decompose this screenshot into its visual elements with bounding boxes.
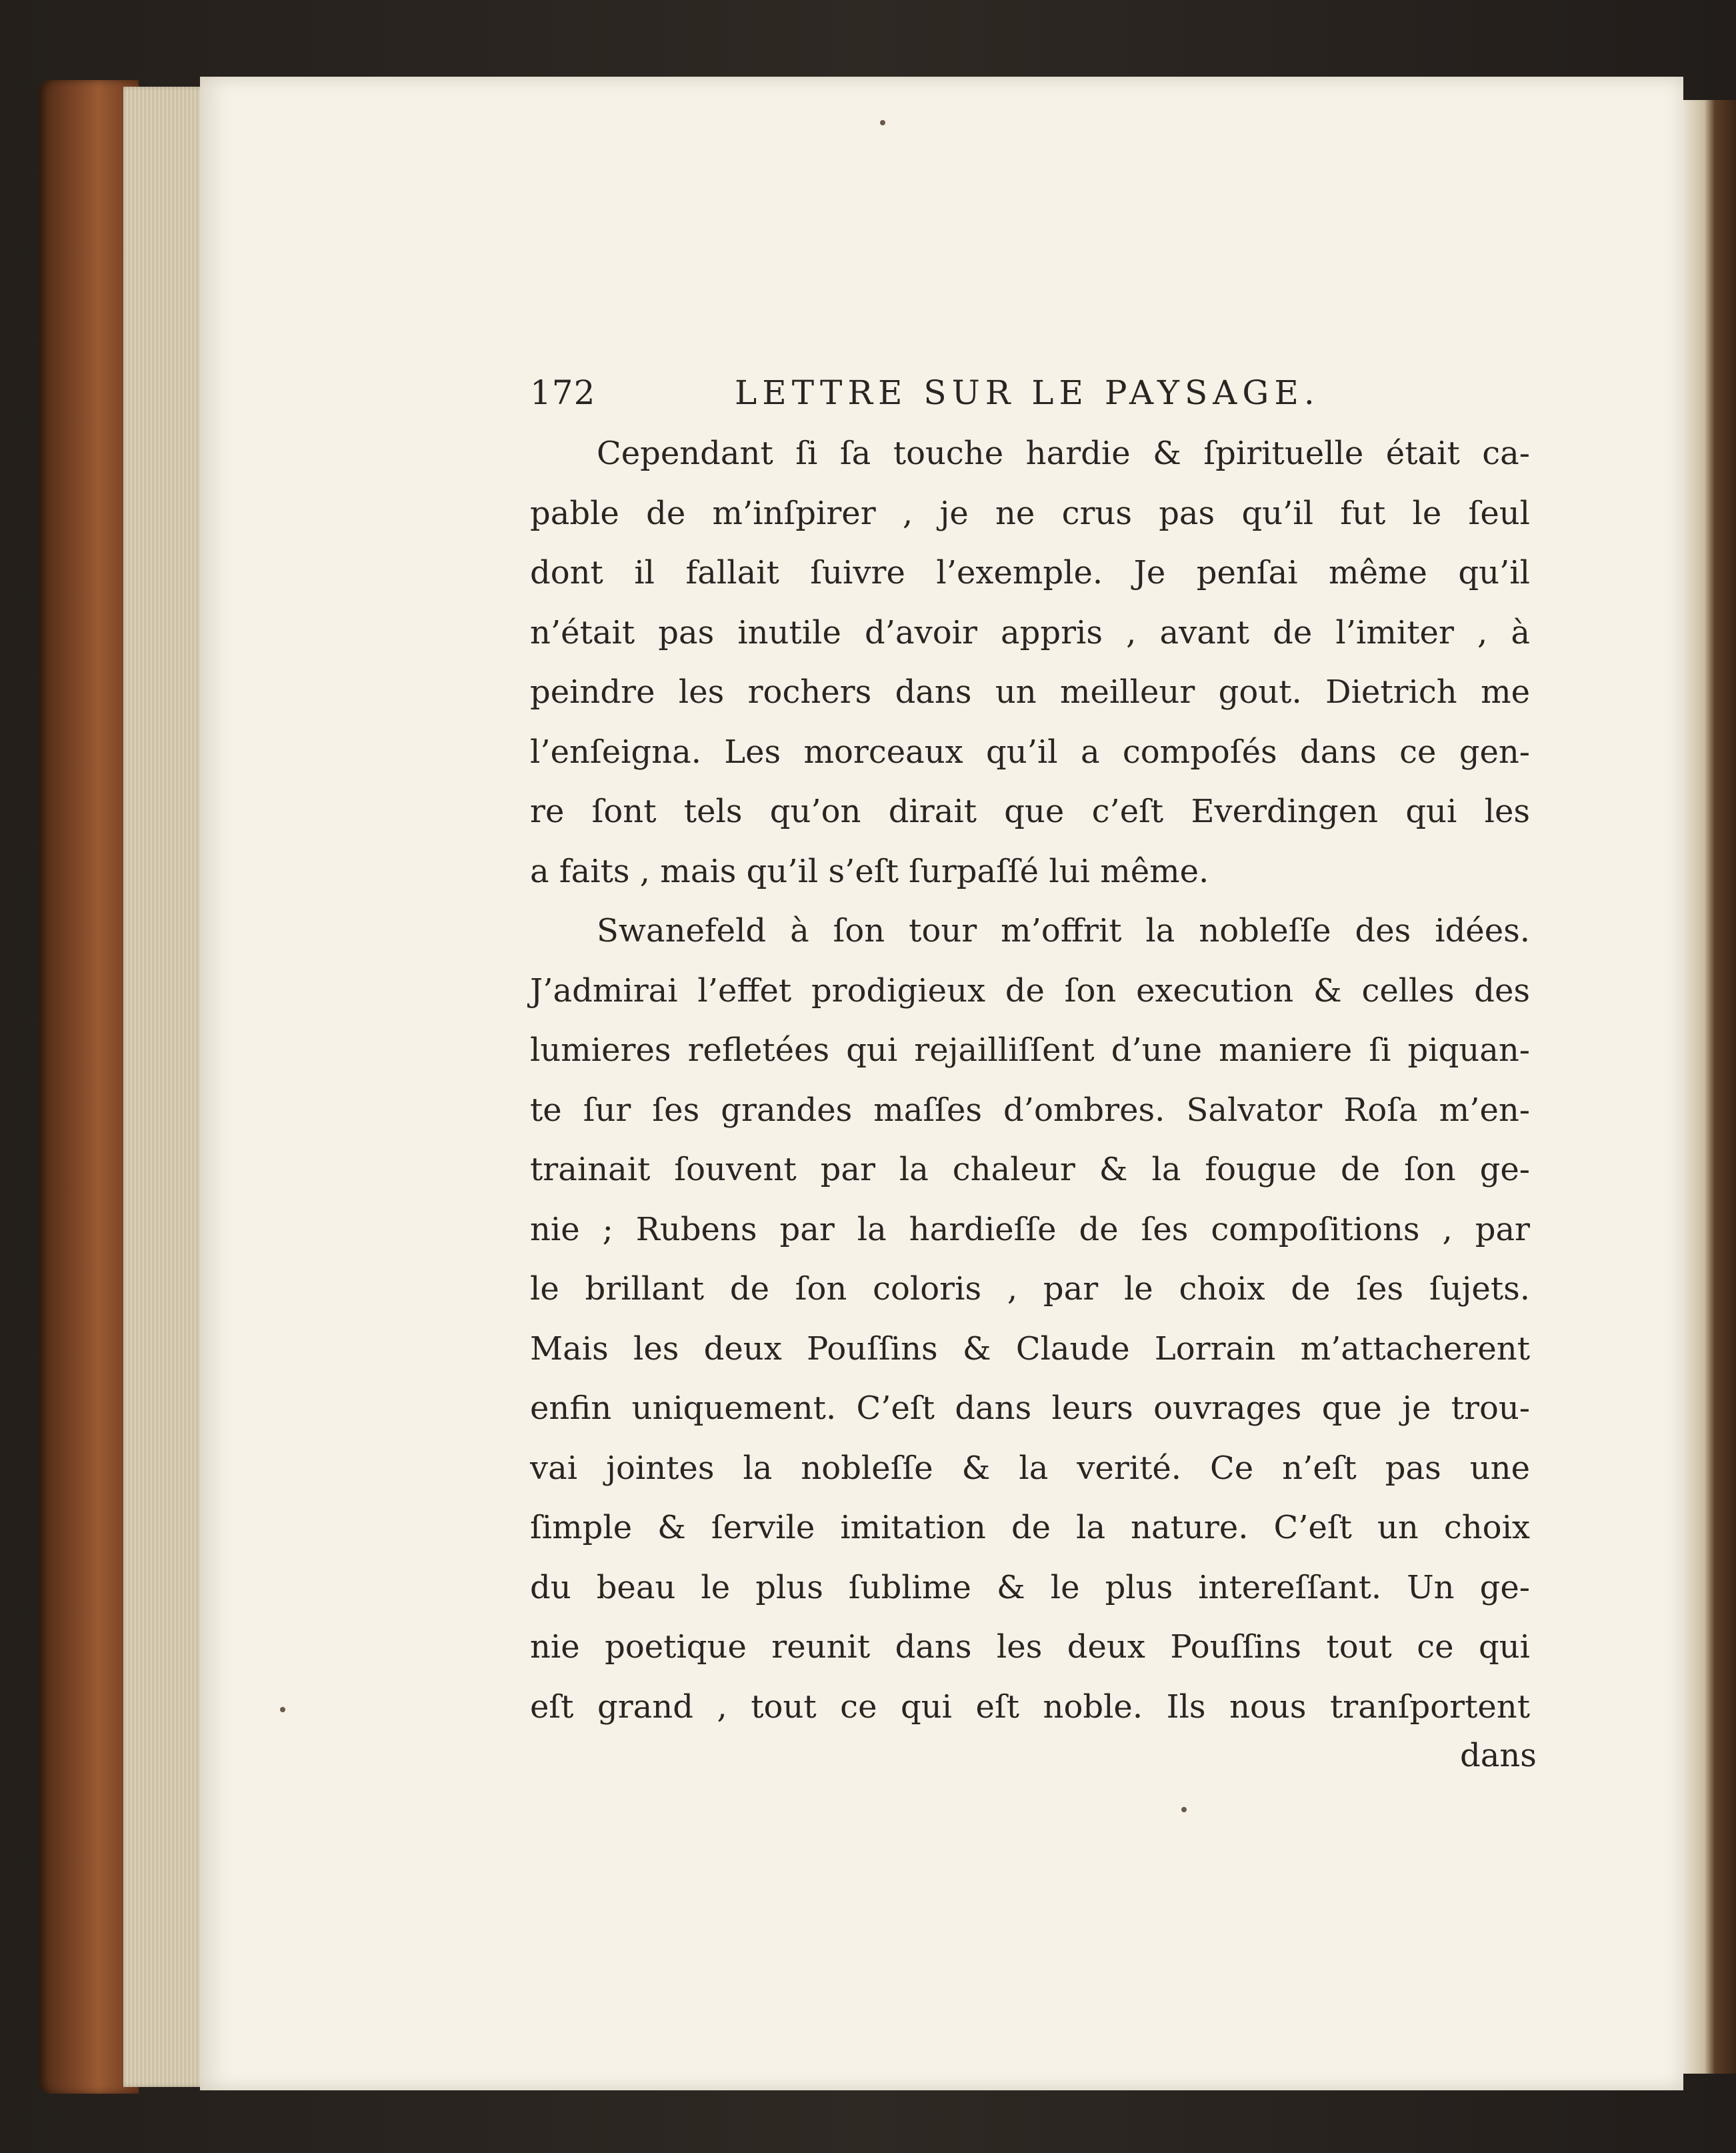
text-line: te ſur ſes grandes maſſes d’ombres. Salvator Roſa m’en- xyxy=(530,1091,1530,1129)
catchword: dans xyxy=(1460,1737,1537,1774)
text-line: J’admirai l’effet prodigieux de ſon execution & celles des xyxy=(530,971,1530,1009)
right-page-edge xyxy=(1683,100,1736,2074)
text-line: pable de m’inſpirer , je ne crus pas qu’il fut le ſeul xyxy=(530,494,1530,532)
text-line: Cependant ſi ſa touche hardie & ſpirituelle était ca- xyxy=(597,435,1530,472)
text-line: Mais les deux Pouſſins & Claude Lorrain m’attacherent xyxy=(530,1330,1530,1368)
text-line: du beau le plus ſublime & le plus intereſſant. Un ge- xyxy=(530,1568,1530,1606)
text-line: a faits , mais qu’il s’eſt ſurpaſſé lui même. xyxy=(530,852,1209,890)
page-header xyxy=(530,373,1350,420)
text-line: lumieres refletées qui rejailliſſent d’une maniere ſi piquan- xyxy=(530,1031,1530,1069)
text-line: dont il fallait ſuivre l’exemple. Je penſai même qu’il xyxy=(530,554,1530,591)
text-line: nie poetique reunit dans les deux Pouſſins tout ce qui xyxy=(530,1628,1530,1666)
text-line: Swanefeld à ſon tour m’offrit la nobleſſe des idées. xyxy=(597,912,1530,949)
text-line: enfin uniquement. C’eſt dans leurs ouvrages que je trou- xyxy=(530,1390,1530,1427)
text-line: n’était pas inutile d’avoir appris , avant de l’imiter , à xyxy=(530,613,1530,651)
text-line: trainait ſouvent par la chaleur & la fougue de ſon ge- xyxy=(530,1151,1530,1188)
text-line: vai jointes la nobleſſe & la verité. Ce n’eſt pas une xyxy=(530,1449,1530,1487)
paper-speck xyxy=(1181,1807,1187,1812)
text-line: eſt grand , tout ce qui eſt noble. Ils nous tranſportent xyxy=(530,1688,1530,1726)
text-line: peindre les rochers dans un meilleur gout. Dietrich me xyxy=(530,673,1530,711)
text-line: l’enſeigna. Les morceaux qu’il a compoſés dans ce gen- xyxy=(530,733,1530,771)
running-title: LETTRE SUR LE PAYSAGE. xyxy=(735,373,1320,412)
paper-speck xyxy=(280,1707,285,1712)
text-line: re ſont tels qu’on dirait que c’eſt Everdingen qui les xyxy=(530,793,1530,830)
body-text xyxy=(530,424,1530,1737)
paper-speck xyxy=(880,120,885,125)
text-line: nie ; Rubens par la hardieſſe de ſes compoſitions , par xyxy=(530,1210,1530,1248)
page-number: 172 xyxy=(530,373,596,412)
text-line: ſimple & ſervile imitation de la nature. C’eſt un choix xyxy=(530,1509,1530,1546)
text-line: le brillant de ſon coloris , par le choix de ſes ſujets. xyxy=(530,1270,1530,1308)
